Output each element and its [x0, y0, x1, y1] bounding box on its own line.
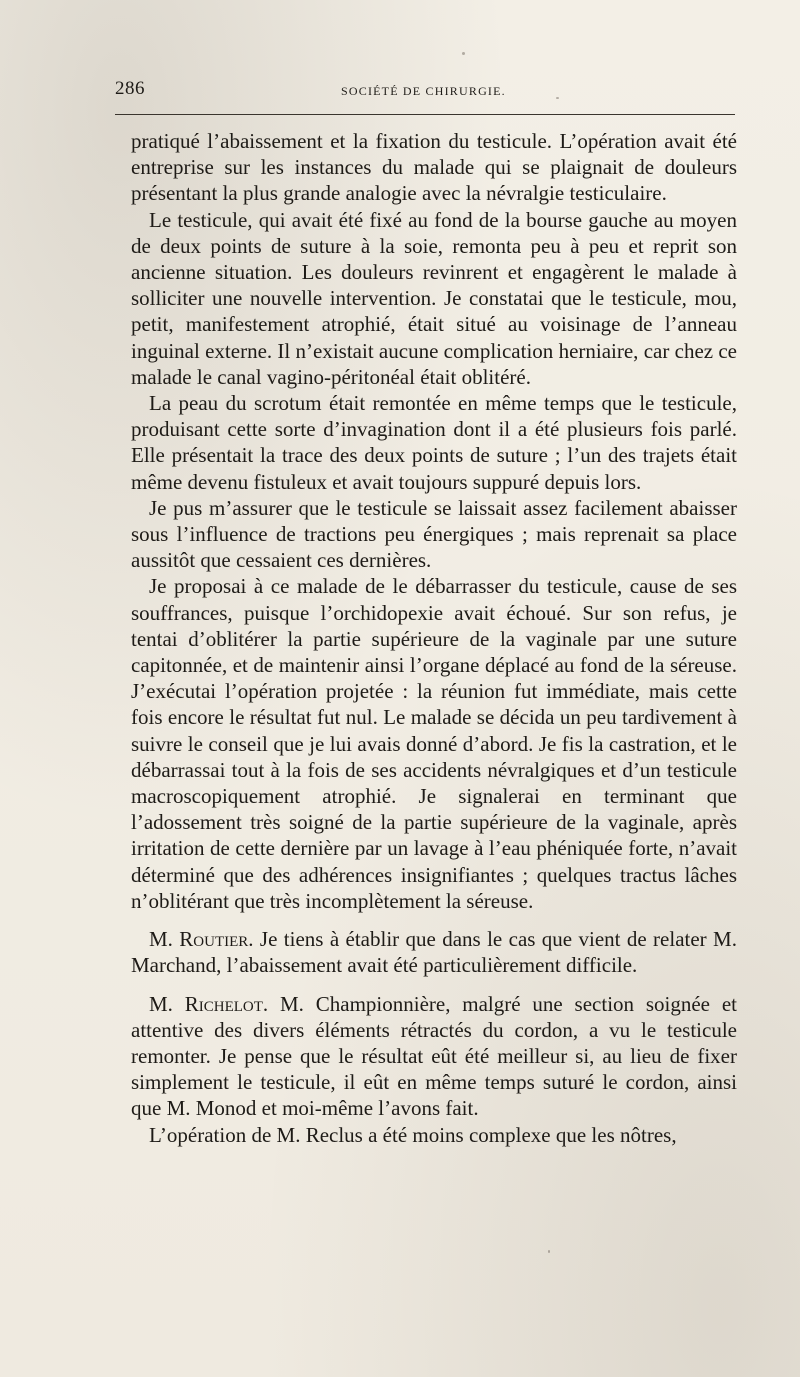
page-number: 286 — [115, 78, 145, 99]
paragraph: pratiqué l’abaissement et la fixation du testicule. L’opération avait été entreprise sur les instances du malade qui se plaignait de douleurs présentant la plus grande analogie avec la névralgie testiculaire. — [131, 129, 737, 206]
paragraph: Le testicule, qui avait été fixé au fond de la bourse gauche au moyen de deux points de suture à la soie, remonta peu à peu et reprit son ancienne situation. Les douleurs revinrent et engagèrent le malade à solliciter une nouvelle intervention. Je constatai que le testicule, mou, petit, manifestement atrophié, était situé au voisinage de l’anneau inguinal externe. Il n’existait aucune complication herniaire, car chez ce malade le canal vagino-péritonéal était oblitéré. — [131, 207, 737, 389]
speaker-text: . Je tiens à établir que dans le cas que vient de relater M. Marchand, l’abaissement avait été particulièrement difficile. — [131, 927, 737, 978]
paragraph: La peau du scrotum était remontée en même temps que le testicule, produisant cette sorte d’invagination dont il a été plusieurs fois parlé. Elle présentait la trace des deux points de suture ; l’un des trajets était même devenu fistuleux et avait toujours suppuré depuis lors. — [131, 391, 737, 494]
header-rule — [115, 114, 735, 115]
paragraph: Je pus m’assurer que le testicule se laissait assez facilement abaisser sous l’influence de tractions peu énergiques ; mais reprenait sa place aussitôt que cessaient ces dernières. — [131, 495, 737, 573]
paper-speck — [548, 1250, 550, 1253]
paragraph-routier — [131, 926, 737, 978]
body-text — [131, 128, 737, 1148]
paragraph-richelot — [131, 991, 737, 1122]
speaker-name: Routier — [179, 927, 249, 952]
running-head: SOCIÉTÉ DE CHIRURGIE. — [341, 84, 506, 98]
speaker-name: Richelot — [184, 991, 263, 1016]
speaker-prefix: M. — [149, 927, 180, 952]
page-header — [115, 74, 735, 104]
paper-speck — [462, 52, 465, 55]
paragraph: L’opération de M. Reclus a été moins complexe que les nôtres, — [149, 1122, 677, 1147]
paragraph: Je proposai à ce malade de le débarrasser du testicule, cause de ses souffrances, puisque l’orchidopexie avait échoué. Sur son refus, je tentai d’oblitérer la partie supérieure de la vaginale par une suture capitonnée, et de maintenir ainsi l’organe déplacé au fond de la séreuse. J’exécutai l’opération projetée : la réunion fut immédiate, mais cette fois encore le résultat fut nul. Le malade se décida un peu tardivement à suivre le conseil que je lui avais donné d’abord. Je fis la castration, et le débarrassai tout à la fois de ses accidents névralgiques et d’un testicule macroscopiquement atrophié. Je signalerai en terminant que l’adossement très soigné de la partie supérieure de la vaginale, après irritation de cette dernière par un lavage à l’eau phéniquée forte, n’avait déterminé que des adhérences insignifiantes ; quelques tractus lâches n’oblitérant que très incomplètement la séreuse. — [131, 574, 737, 913]
speaker-prefix: M. — [149, 991, 185, 1016]
speaker-text: . M. Championnière, malgré une section soignée et attentive des divers éléments rétractés du cordon, a vu le testicule remonter. Je pense que le résultat eût été meilleur si, au lieu de fixer simplement le testicule, il eût en même temps suturé le cordon, ainsi que M. Monod et moi-même l’avons fait. — [131, 991, 737, 1121]
